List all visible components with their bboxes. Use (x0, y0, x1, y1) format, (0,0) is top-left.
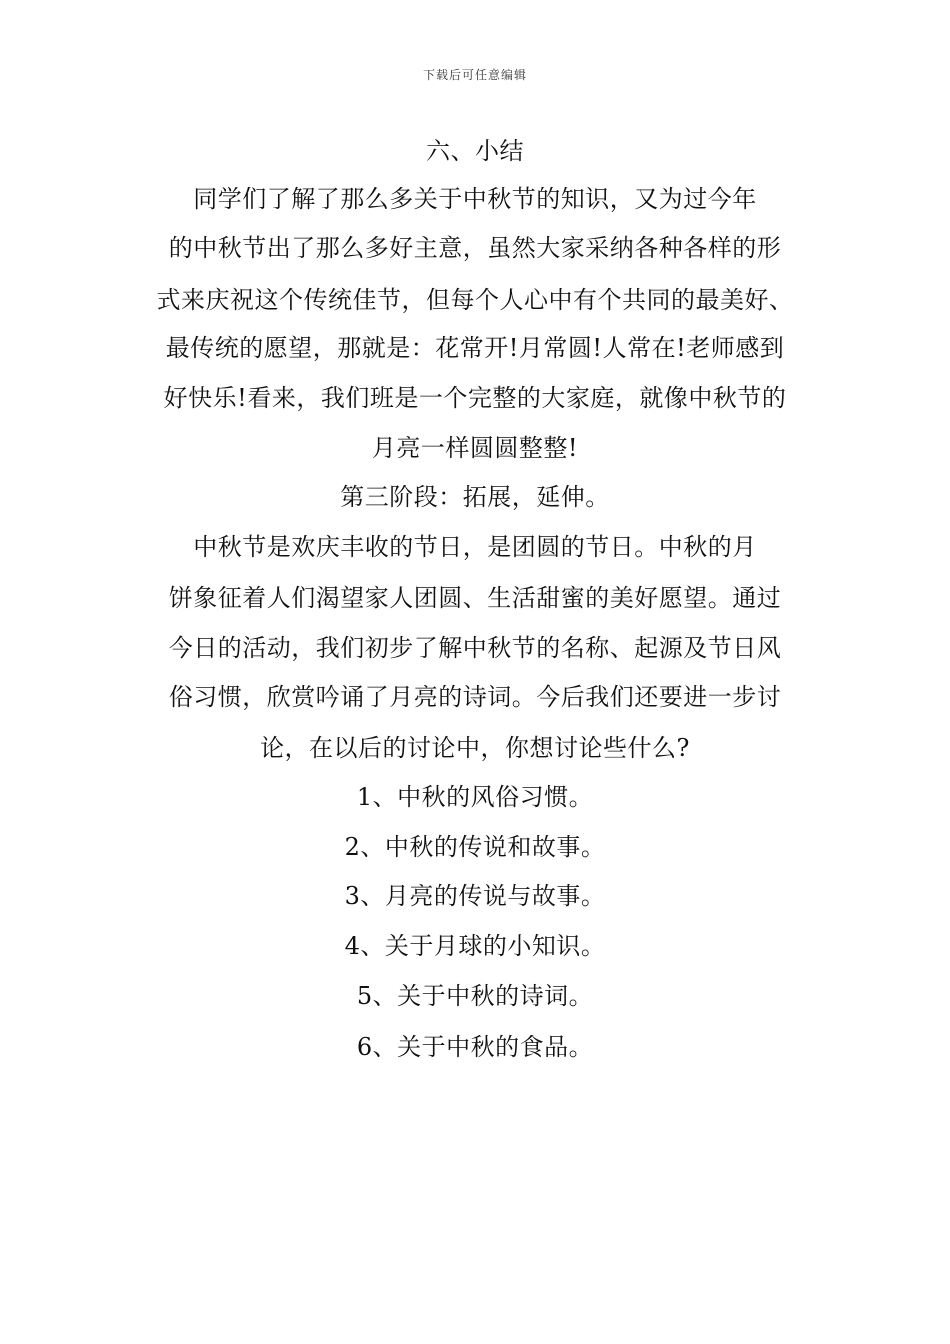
body-line: 的中秋节出了那么多好主意，虽然大家采纳各种各样的形 (168, 234, 782, 262)
body-line: 月亮一样圆圆整整! (371, 434, 579, 462)
list-item: 4、关于月球的小知识。 (344, 932, 606, 960)
body-line: 俗习惯，欣赏吟诵了月亮的诗词。今后我们还要进一步讨 (168, 683, 782, 711)
list-item: 1、中秋的风俗习惯。 (356, 783, 594, 811)
body-line: 同学们了解了那么多关于中秋节的知识，又为过今年 (193, 185, 757, 213)
body-line: 式来庆祝这个传统佳节，但每个人心中有个共同的最美好、 (156, 286, 794, 314)
list-item: 5、关于中秋的诗词。 (356, 982, 594, 1010)
body-line: 今日的活动，我们初步了解中秋节的名称、起源及节日风 (168, 634, 782, 662)
list-item: 6、关于中秋的食品。 (356, 1033, 594, 1061)
body-line: 好快乐!看来，我们班是一个完整的大家庭，就像中秋节的 (163, 384, 787, 412)
body-line: 饼象征着人们渴望家人团圆、生活甜蜜的美好愿望。通过 (168, 584, 782, 612)
header-note: 下载后可任意编辑 (422, 68, 527, 82)
body-line: 最传统的愿望，那就是：花常开!月常圆!人常在!老师感到 (165, 334, 785, 362)
section-heading: 六、小结 (426, 137, 524, 165)
stage-heading: 第三阶段：拓展，延伸。 (340, 483, 610, 511)
list-item: 2、中秋的传说和故事。 (344, 833, 606, 861)
body-line: 中秋节是欢庆丰收的节日，是团圆的节日。中秋的月 (193, 533, 757, 561)
body-line: 论，在以后的讨论中，你想讨论些什么? (260, 734, 690, 762)
list-item: 3、月亮的传说与故事。 (344, 882, 606, 910)
